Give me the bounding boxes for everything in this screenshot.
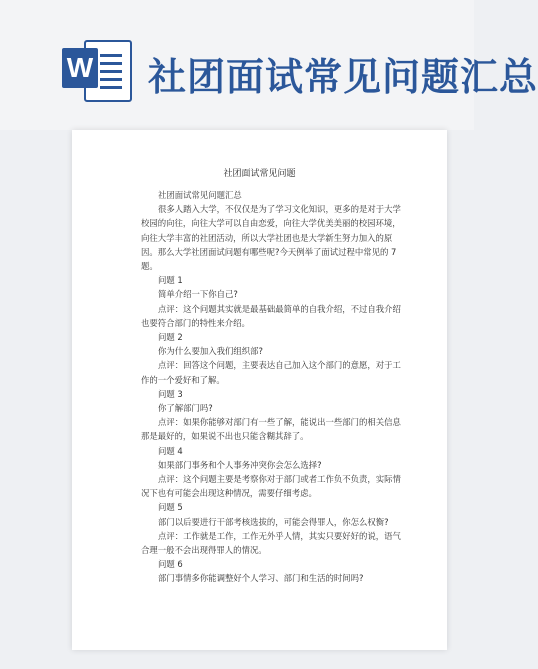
document-page [72,130,447,650]
paragraph: 问题 1 [158,275,183,286]
paragraph: 简单介绍一下你自己? [158,289,238,300]
paragraph: 问题 6 [158,559,183,570]
word-icon [62,40,132,102]
paragraph: 问题 4 [158,445,183,456]
banner-title: 社团面试常见问题汇总 [148,55,538,99]
paragraph: 点评：工作就是工作，工作无外乎人情，其实只要好好的说，语气合理一般不会出现得罪人的情况。 [141,530,401,556]
paragraph: 点评：如果你能够对部门有一些了解，能说出一些部门的相关信息那是最好的，如果说不出也只能含糊其辞了。 [141,417,401,442]
paragraph: 点评：回答这个问题，主要表达自己加入这个部门的意愿，对于工作的一个爱好和了解。 [141,360,401,385]
paragraph: 点评：这个问题其实就是最基础最简单的自我介绍，不过自我介绍也要符合部门的特性来介绍。 [141,303,401,328]
word-icon-letter: W [62,48,98,88]
paragraph: 如果部门事务和个人事务冲突你会怎么选择? [158,459,322,470]
paragraph: 部门以后要进行干部考核选拔的，可能会得罪人，你怎么权衡? [158,516,389,527]
paragraph: 社团面试常见问题汇总 [158,190,242,200]
document-title: 社团面试常见问题 [223,169,296,179]
banner [0,0,538,130]
paragraph: 你为什么要加入我们组织部? [158,346,263,357]
document-body [141,188,403,586]
paragraph: 问题 5 [158,502,183,513]
paragraph: 点评：这个问题主要是考察你对于部门或者工作负不负责，实际情况下也有可能会出现这种情况，需要仔细考虑。 [141,474,401,499]
paragraph: 部门事情多你能调整好个人学习、部门和生活的时间吗? [158,573,364,584]
paragraph: 你了解部门吗? [158,403,213,414]
paragraph: 问题 2 [158,332,183,343]
paragraph: 很多人踏入大学，不仅仅是为了学习文化知识，更多的是对于大学校园的向往，向往大学可以自由恋爱，向往大学优美美丽的校园环境，向往大学丰富的社团活动，所以大学社团也是大学新生努力加入的原因。那么大学社团面试问题有哪些呢?今天例举了面试过程中常见的 7 题。 [141,204,401,272]
paragraph: 问题 3 [158,388,183,399]
